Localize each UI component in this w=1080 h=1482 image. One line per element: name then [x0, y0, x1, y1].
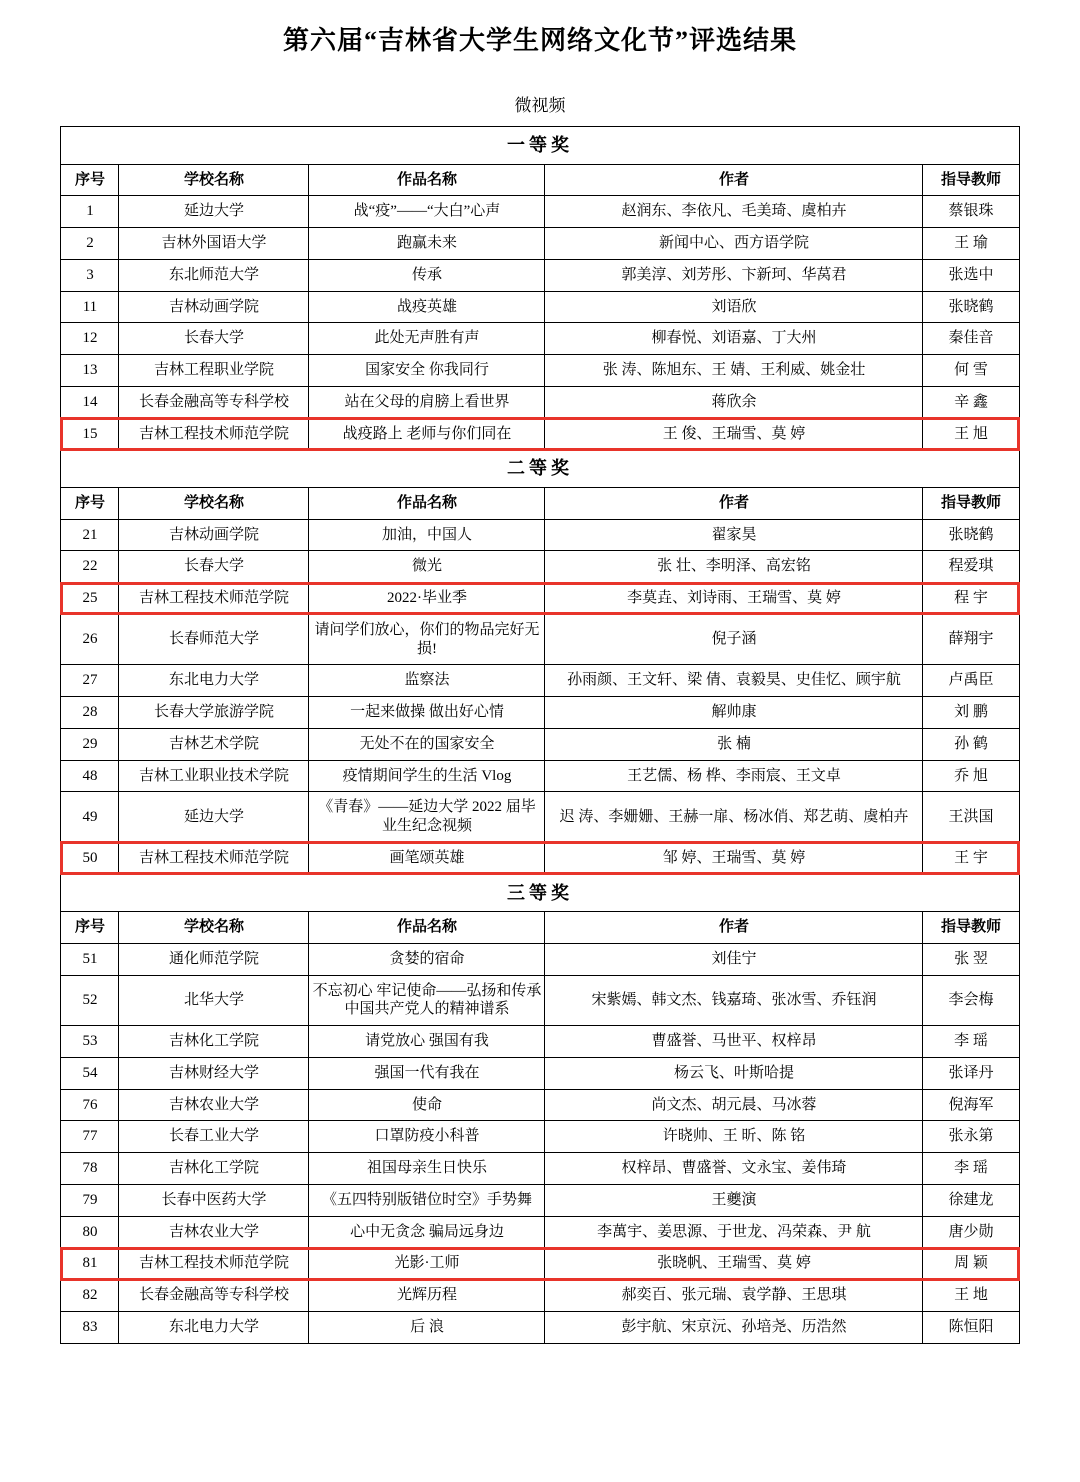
cell-school: 吉林化工学院 — [119, 1153, 309, 1185]
column-header: 学校名称 — [119, 164, 309, 196]
cell-teacher: 张晓鹤 — [923, 291, 1019, 323]
table-row — [61, 355, 1019, 387]
category-label: 微视频 — [514, 96, 566, 115]
cell-school: 吉林工程技术师范学院 — [119, 1248, 309, 1280]
table-header-row — [61, 912, 1019, 944]
table-row — [61, 519, 1019, 551]
cell-teacher: 陈恒阳 — [923, 1311, 1019, 1343]
table-row — [61, 386, 1019, 418]
cell-work: 战疫路上 老师与你们同在 — [309, 418, 545, 450]
cell-work: 微光 — [309, 551, 545, 583]
cell-school: 吉林化工学院 — [119, 1026, 309, 1058]
cell-teacher: 张晓鹤 — [923, 519, 1019, 551]
cell-school: 长春金融高等专科学校 — [119, 386, 309, 418]
cell-no: 52 — [61, 975, 119, 1026]
cell-authors: 迟 涛、李姗姗、王赫一扉、杨冰俏、郑艺萌、虞柏卉 — [545, 792, 923, 843]
cell-authors: 郭美淳、刘芳彤、卞新珂、华莴君 — [545, 259, 923, 291]
cell-no: 25 — [61, 583, 119, 615]
cell-no: 14 — [61, 386, 119, 418]
cell-teacher: 张选中 — [923, 259, 1019, 291]
cell-no: 83 — [61, 1311, 119, 1343]
table-row — [61, 228, 1019, 260]
cell-school: 吉林财经大学 — [119, 1057, 309, 1089]
cell-work: 战疫英雄 — [309, 291, 545, 323]
cell-authors: 邹 婷、王瑞雪、莫 婷 — [545, 842, 923, 874]
cell-work: 请党放心 强国有我 — [309, 1026, 545, 1058]
cell-no: 15 — [61, 418, 119, 450]
cell-no: 3 — [61, 259, 119, 291]
cell-teacher: 刘 鹏 — [923, 697, 1019, 729]
cell-school: 吉林工程技术师范学院 — [119, 583, 309, 615]
cell-school: 长春师范大学 — [119, 614, 309, 665]
column-header: 作者 — [545, 164, 923, 196]
cell-teacher: 李 瑶 — [923, 1153, 1019, 1185]
table-row — [61, 1089, 1019, 1121]
cell-work: 国家安全 你我同行 — [309, 355, 545, 387]
cell-teacher: 秦佳音 — [923, 323, 1019, 355]
cell-teacher: 蔡银珠 — [923, 196, 1019, 228]
cell-school: 吉林动画学院 — [119, 519, 309, 551]
cell-school: 延边大学 — [119, 792, 309, 843]
cell-work: 光影·工师 — [309, 1248, 545, 1280]
cell-authors: 王艺儒、杨 桦、李雨宸、王文卓 — [545, 760, 923, 792]
cell-teacher: 徐建龙 — [923, 1184, 1019, 1216]
cell-authors: 倪子涵 — [545, 614, 923, 665]
award-band-row — [61, 450, 1019, 488]
cell-authors: 张 壮、李明泽、高宏铭 — [545, 551, 923, 583]
cell-school: 吉林工业职业技术学院 — [119, 760, 309, 792]
table-header-row — [61, 164, 1019, 196]
cell-teacher: 李会梅 — [923, 975, 1019, 1026]
table-row — [61, 943, 1019, 975]
cell-teacher: 王 旭 — [923, 418, 1019, 450]
cell-no: 1 — [61, 196, 119, 228]
award-band-label: 二等奖 — [61, 450, 1019, 488]
award-band-row — [61, 874, 1019, 912]
cell-teacher: 辛 鑫 — [923, 386, 1019, 418]
cell-school: 东北电力大学 — [119, 1311, 309, 1343]
table-row — [61, 259, 1019, 291]
cell-school: 长春金融高等专科学校 — [119, 1280, 309, 1312]
table-row — [61, 614, 1019, 665]
cell-no: 50 — [61, 842, 119, 874]
column-header: 指导教师 — [923, 164, 1019, 196]
cell-authors: 郝奕百、张元瑞、袁学静、王思琪 — [545, 1280, 923, 1312]
cell-authors: 柳春悦、刘语嘉、丁大州 — [545, 323, 923, 355]
cell-work: 站在父母的肩膀上看世界 — [309, 386, 545, 418]
column-header: 作品名称 — [309, 164, 545, 196]
column-header: 序号 — [61, 487, 119, 519]
cell-work: 请问学们放心，你们的物品完好无损! — [309, 614, 545, 665]
cell-no: 54 — [61, 1057, 119, 1089]
cell-teacher: 孙 鹤 — [923, 728, 1019, 760]
cell-authors: 宋紫嫣、韩文杰、钱嘉琦、张冰雪、乔钰润 — [545, 975, 923, 1026]
cell-no: 53 — [61, 1026, 119, 1058]
cell-no: 28 — [61, 697, 119, 729]
cell-school: 东北师范大学 — [119, 259, 309, 291]
cell-teacher: 乔 旭 — [923, 760, 1019, 792]
cell-teacher: 唐少勋 — [923, 1216, 1019, 1248]
cell-school: 吉林农业大学 — [119, 1089, 309, 1121]
cell-no: 13 — [61, 355, 119, 387]
cell-work: 无处不在的国家安全 — [309, 728, 545, 760]
cell-work: 后 浪 — [309, 1311, 545, 1343]
table-row-highlighted — [61, 418, 1019, 450]
column-header: 指导教师 — [923, 912, 1019, 944]
table-row-highlighted — [61, 1248, 1019, 1280]
cell-authors: 张 楠 — [545, 728, 923, 760]
table-row — [61, 551, 1019, 583]
cell-teacher: 周 颖 — [923, 1248, 1019, 1280]
table-row — [61, 291, 1019, 323]
table-row-highlighted — [61, 583, 1019, 615]
table-row — [61, 1216, 1019, 1248]
table-row — [61, 1026, 1019, 1058]
cell-authors: 权梓昂、曹盛誉、文永宝、姜伟琦 — [545, 1153, 923, 1185]
cell-work: 强国一代有我在 — [309, 1057, 545, 1089]
cell-authors: 曹盛誉、马世平、权梓昂 — [545, 1026, 923, 1058]
cell-authors: 彭宇航、宋京沅、孙培尧、历浩然 — [545, 1311, 923, 1343]
cell-school: 东北电力大学 — [119, 665, 309, 697]
cell-teacher: 薛翔宇 — [923, 614, 1019, 665]
cell-school: 长春中医药大学 — [119, 1184, 309, 1216]
cell-authors: 张晓帆、王瑞雪、莫 婷 — [545, 1248, 923, 1280]
cell-no: 49 — [61, 792, 119, 843]
cell-teacher: 何 雪 — [923, 355, 1019, 387]
cell-no: 2 — [61, 228, 119, 260]
cell-work: 监察法 — [309, 665, 545, 697]
award-band-row — [61, 127, 1019, 165]
cell-teacher: 王 瑜 — [923, 228, 1019, 260]
cell-no: 11 — [61, 291, 119, 323]
cell-work: 此处无声胜有声 — [309, 323, 545, 355]
cell-school: 吉林工程技术师范学院 — [119, 842, 309, 874]
cell-authors: 赵润东、李依凡、毛美琦、虞柏卉 — [545, 196, 923, 228]
cell-work: 心中无贪念 骗局远身边 — [309, 1216, 545, 1248]
cell-authors: 王 俊、王瑞雪、莫 婷 — [545, 418, 923, 450]
cell-school: 长春工业大学 — [119, 1121, 309, 1153]
table-row — [61, 1311, 1019, 1343]
table-row — [61, 1153, 1019, 1185]
cell-work: 《青春》——延边大学 2022 届毕业生纪念视频 — [309, 792, 545, 843]
cell-no: 27 — [61, 665, 119, 697]
cell-no: 29 — [61, 728, 119, 760]
column-header: 作者 — [545, 912, 923, 944]
award-band-label: 一等奖 — [61, 127, 1019, 165]
cell-work: 2022·毕业季 — [309, 583, 545, 615]
cell-work: 贪婪的宿命 — [309, 943, 545, 975]
cell-authors: 许晓帅、王 昕、陈 铭 — [545, 1121, 923, 1153]
cell-school: 吉林工程技术师范学院 — [119, 418, 309, 450]
cell-teacher: 程爱琪 — [923, 551, 1019, 583]
results-table — [60, 126, 1019, 1344]
cell-no: 51 — [61, 943, 119, 975]
cell-school: 北华大学 — [119, 975, 309, 1026]
cell-teacher: 王 宇 — [923, 842, 1019, 874]
cell-no: 78 — [61, 1153, 119, 1185]
cell-work: 《五四特别版错位时空》手势舞 — [309, 1184, 545, 1216]
cell-school: 通化师范学院 — [119, 943, 309, 975]
cell-authors: 刘语欣 — [545, 291, 923, 323]
cell-teacher: 王 地 — [923, 1280, 1019, 1312]
cell-school: 吉林农业大学 — [119, 1216, 309, 1248]
cell-authors: 李莫垚、刘诗雨、王瑞雪、莫 婷 — [545, 583, 923, 615]
table-row — [61, 1121, 1019, 1153]
cell-no: 77 — [61, 1121, 119, 1153]
column-header: 序号 — [61, 912, 119, 944]
cell-authors: 翟家昊 — [545, 519, 923, 551]
cell-work: 使命 — [309, 1089, 545, 1121]
cell-no: 22 — [61, 551, 119, 583]
cell-teacher: 倪海军 — [923, 1089, 1019, 1121]
table-row — [61, 323, 1019, 355]
cell-teacher: 张译丹 — [923, 1057, 1019, 1089]
cell-school: 吉林艺术学院 — [119, 728, 309, 760]
cell-authors: 王夔演 — [545, 1184, 923, 1216]
table-row — [61, 728, 1019, 760]
table-row — [61, 760, 1019, 792]
cell-work: 祖国母亲生日快乐 — [309, 1153, 545, 1185]
column-header: 学校名称 — [119, 487, 309, 519]
cell-authors: 刘佳宁 — [545, 943, 923, 975]
table-row — [61, 665, 1019, 697]
table-row — [61, 196, 1019, 228]
cell-authors: 新闻中心、西方语学院 — [545, 228, 923, 260]
cell-authors: 孙雨颜、王文轩、梁 倩、袁毅昊、史佳忆、顾宇航 — [545, 665, 923, 697]
cell-no: 21 — [61, 519, 119, 551]
cell-authors: 李萬宇、姜思源、于世龙、冯荣森、尹 航 — [545, 1216, 923, 1248]
cell-authors: 杨云飞、叶斯哈提 — [545, 1057, 923, 1089]
cell-no: 80 — [61, 1216, 119, 1248]
cell-no: 26 — [61, 614, 119, 665]
cell-teacher: 张永第 — [923, 1121, 1019, 1153]
table-row — [61, 792, 1019, 843]
cell-authors: 蒋欣余 — [545, 386, 923, 418]
cell-work: 跑赢未来 — [309, 228, 545, 260]
column-header: 指导教师 — [923, 487, 1019, 519]
column-header: 作品名称 — [309, 912, 545, 944]
table-row — [61, 697, 1019, 729]
cell-school: 长春大学 — [119, 323, 309, 355]
cell-work: 不忘初心 牢记使命——弘扬和传承中国共产党人的精神谱系 — [309, 975, 545, 1026]
cell-work: 一起来做操 做出好心情 — [309, 697, 545, 729]
cell-no: 48 — [61, 760, 119, 792]
column-header: 作者 — [545, 487, 923, 519]
cell-authors: 张 涛、陈旭东、王 婧、王利威、姚金壮 — [545, 355, 923, 387]
cell-school: 吉林外国语大学 — [119, 228, 309, 260]
column-header: 作品名称 — [309, 487, 545, 519]
cell-work: 光辉历程 — [309, 1280, 545, 1312]
cell-work: 疫情期间学生的生活 Vlog — [309, 760, 545, 792]
table-header-row — [61, 487, 1019, 519]
cell-teacher: 张 翌 — [923, 943, 1019, 975]
table-row — [61, 1057, 1019, 1089]
page-title: 第六届“吉林省大学生网络文化节”评选结果 — [282, 26, 797, 55]
cell-school: 吉林工程职业学院 — [119, 355, 309, 387]
cell-work: 战“疫”——“大白”心声 — [309, 196, 545, 228]
cell-no: 82 — [61, 1280, 119, 1312]
cell-work: 画笔颂英雄 — [309, 842, 545, 874]
cell-no: 81 — [61, 1248, 119, 1280]
table-row — [61, 975, 1019, 1026]
cell-teacher: 李 瑶 — [923, 1026, 1019, 1058]
cell-school: 延边大学 — [119, 196, 309, 228]
award-band-label: 三等奖 — [61, 874, 1019, 912]
table-row-highlighted — [61, 842, 1019, 874]
cell-school: 长春大学 — [119, 551, 309, 583]
cell-no: 12 — [61, 323, 119, 355]
cell-work: 口罩防疫小科普 — [309, 1121, 545, 1153]
table-row — [61, 1280, 1019, 1312]
column-header: 序号 — [61, 164, 119, 196]
cell-school: 长春大学旅游学院 — [119, 697, 309, 729]
cell-work: 传承 — [309, 259, 545, 291]
cell-teacher: 卢禹臣 — [923, 665, 1019, 697]
table-row — [61, 1184, 1019, 1216]
column-header: 学校名称 — [119, 912, 309, 944]
cell-work: 加油，中国人 — [309, 519, 545, 551]
cell-no: 76 — [61, 1089, 119, 1121]
cell-teacher: 王洪国 — [923, 792, 1019, 843]
cell-authors: 尚文杰、胡元晨、马冰蓉 — [545, 1089, 923, 1121]
cell-teacher: 程 宇 — [923, 583, 1019, 615]
cell-authors: 解帅康 — [545, 697, 923, 729]
cell-school: 吉林动画学院 — [119, 291, 309, 323]
cell-no: 79 — [61, 1184, 119, 1216]
